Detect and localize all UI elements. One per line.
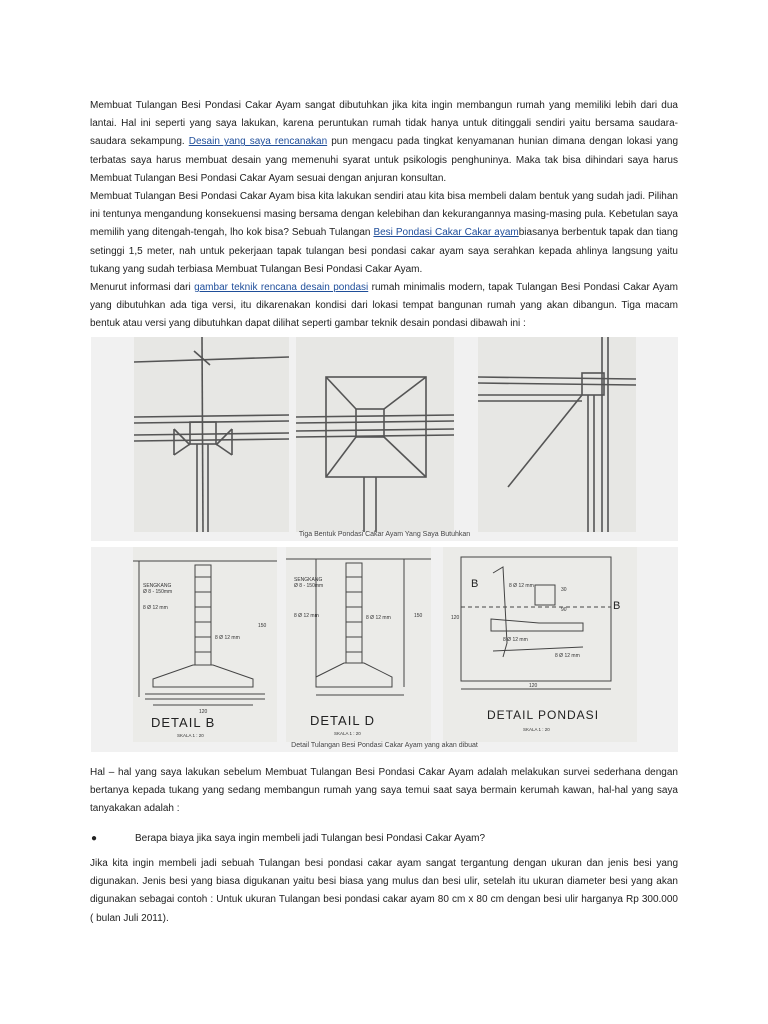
- bullet-icon: ●: [91, 833, 98, 844]
- bullet-text: Berapa biaya jika saya ingin membeli jadi Tulangan besi Pondasi Cakar Ayam?: [135, 833, 486, 844]
- svg-text:8 Ø 12 mm: 8 Ø 12 mm: [509, 583, 534, 589]
- svg-text:SENGKANG: SENGKANG: [143, 583, 172, 589]
- figure-1-caption: Tiga Bentuk Pondasi Cakar Ayam Yang Saya Butuhkan: [298, 531, 471, 538]
- svg-text:DETAIL PONDASI: DETAIL PONDASI: [487, 708, 600, 722]
- link-gambar-teknik[interactable]: gambar teknik rencana desain pondasi: [194, 282, 369, 294]
- svg-text:8 Ø 12 mm: 8 Ø 12 mm: [215, 635, 240, 641]
- plan-photo-1: [134, 337, 289, 532]
- svg-text:8 Ø 12 mm: 8 Ø 12 mm: [503, 637, 528, 643]
- svg-text:90: 90: [561, 607, 567, 613]
- detail-pondasi-drawing: [443, 547, 637, 742]
- svg-text:B: B: [471, 578, 479, 590]
- paragraph-1: Membuat Tulangan Besi Pondasi Cakar Ayam sangat dibutuhkan jika kita ingin membangun rumah yang memiliki lebih dari dua lantai. Hal ini seperti yang saya lakukan, karena peruntukan rumah tidak hanya untuk ditinggali sendiri yaitu bersama saudara-saudara sekampung. Desain yang saya rencanakan pun mengacu pada tingkat kenyamanan hunian dimana dengan lokasi yang terbatas saya harus membuat desain yang memenuhi syarat untuk psikologis penghuninya. Maka tak bisa dihindari saya harus Membuat Tulangan Besi Pondasi Cakar Ayam sesuai dengan anjuran konsultan.: [90, 100, 679, 184]
- svg-text:SKALA 1 : 20: SKALA 1 : 20: [334, 731, 361, 736]
- svg-text:B: B: [613, 600, 621, 612]
- svg-text:8 Ø 12 mm: 8 Ø 12 mm: [366, 615, 391, 621]
- svg-text:150: 150: [414, 613, 423, 619]
- svg-text:SKALA 1 : 20: SKALA 1 : 20: [523, 727, 550, 732]
- link-besi-pondasi[interactable]: Besi Pondasi Cakar Cakar ayam: [373, 227, 519, 239]
- svg-text:8 Ø 12 mm: 8 Ø 12 mm: [555, 653, 580, 659]
- paragraph-2: Membuat Tulangan Besi Pondasi Cakar Ayam bisa kita lakukan sendiri atau kita bisa membeli dalam bentuk yang sudah jadi. Pilihan ini tentunya mengandung konsekuensi masing bersama dengan kelebihan dan kekurangannya masing-masing pula. Kebetulan saya memilih yang ditengah-tengah, lho kok bisa? Sebuah Tulangan Besi Pondasi Cakar Cakar ayambiasanya berbentuk tapak dan tiang setinggi 1,5 meter, nah untuk pekerjaan tapak tulangan besi pondasi cakar ayam saya serahkan kepada ahlinya langsung yaitu tukang yang sudah terbiasa Membuat Tulangan Besi Pondasi Cakar Ayam.: [90, 191, 678, 275]
- paragraph-4: Hal – hal yang saya lakukan sebelum Membuat Tulangan Besi Pondasi Cakar Ayam adalah melakukan survei sederhana dengan bertanya kepada tukang yang sedang membangun rumah yang saya temui saat saya bermain kerumah kawan, hal-hal yang saya tanyakakan adalah :: [90, 767, 678, 815]
- link-desain[interactable]: Desain yang saya rencanakan: [188, 136, 328, 148]
- svg-text:DETAIL D: DETAIL D: [310, 713, 376, 728]
- svg-text:120: 120: [451, 615, 460, 621]
- figure-detail-drawings: [91, 547, 678, 752]
- detail-d-drawing: [286, 547, 431, 742]
- svg-text:DETAIL B: DETAIL B: [151, 715, 216, 730]
- svg-text:Ø 8 - 150mm: Ø 8 - 150mm: [294, 583, 324, 589]
- svg-text:120: 120: [529, 683, 538, 689]
- figure-2-caption: Detail Tulangan Besi Pondasi Cakar Ayam yang akan dibuat: [291, 742, 478, 749]
- figure-footing-plans: [91, 337, 678, 541]
- paragraph-3: Menurut informasi dari gambar teknik rencana desain pondasi rumah minimalis modern, tapak Tulangan Besi Pondasi Cakar Ayam yang dibutuhkan ada tiga versi, itu dikarenakan kondisi dari lokasi tempat bangunan rumah yang akan dibangun. Tiga macam bentuk atau versi yang dibutuhkan dapat dilihat seperti gambar teknik desain pondasi dibawah ini :: [90, 282, 679, 330]
- svg-text:Ø 8 - 150mm: Ø 8 - 150mm: [143, 589, 173, 595]
- article-body: [90, 97, 678, 334]
- plan-photo-3: [478, 337, 636, 532]
- svg-text:30: 30: [561, 587, 567, 593]
- paragraph-5: Jika kita ingin membeli jadi sebuah Tulangan besi pondasi cakar ayam sangat tergantung dengan ukuran dan jenis besi yang digunakan. Jenis besi yang biasa digukanan yaitu besi biasa yang mulus dan besi ulir, setelah itu ukuran diameter besi yang akan digunakan sebagai contoh : Untuk ukuran Tulangan besi pondasi cakar ayam 80 cm x 80 cm dengan besi ulir harganya Rp 300.000 ( bulan Juli 2011).: [90, 858, 678, 924]
- svg-text:8 Ø 12 mm: 8 Ø 12 mm: [143, 605, 168, 611]
- svg-text:120: 120: [199, 709, 208, 715]
- svg-text:SKALA 1 : 20: SKALA 1 : 20: [177, 733, 204, 738]
- svg-text:150: 150: [258, 623, 267, 629]
- svg-text:8 Ø 12 mm: 8 Ø 12 mm: [294, 613, 319, 619]
- detail-b-drawing: [133, 547, 277, 742]
- plan-photo-2: [296, 337, 454, 532]
- svg-text:SENGKANG: SENGKANG: [294, 577, 323, 583]
